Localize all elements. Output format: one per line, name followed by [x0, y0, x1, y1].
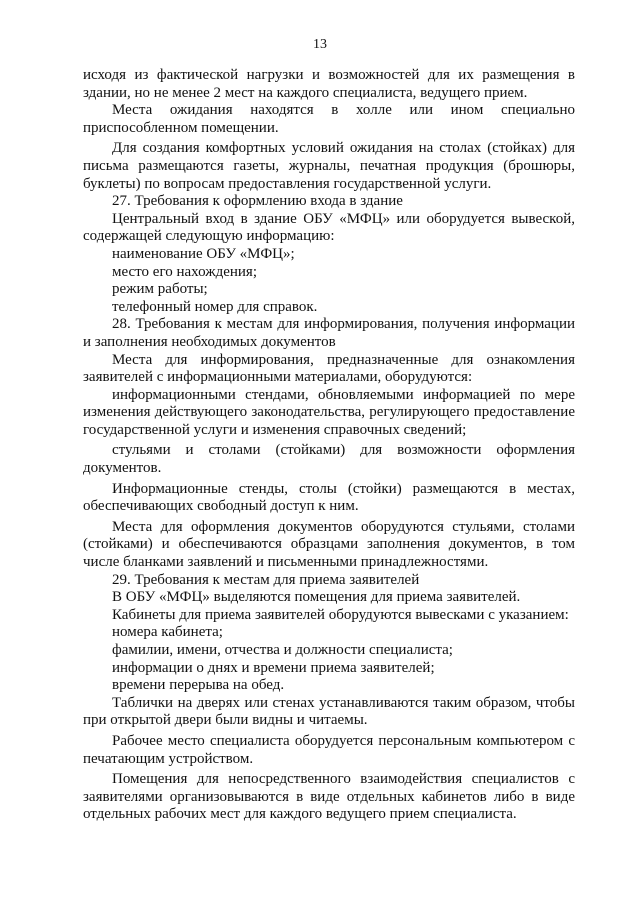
paragraph: В ОБУ «МФЦ» выделяются помещения для приема заявителей.: [112, 589, 521, 606]
list-item: наименование ОБУ «МФЦ»;: [112, 245, 295, 262]
section-heading: 29. Требования к местам для приема заявителей: [112, 571, 420, 588]
paragraph: Таблички на дверях или стенах устанавливаются таким образом, чтобы при открытой двери были видны и читаемы.: [83, 694, 575, 729]
page-number: 13: [313, 37, 327, 52]
list-item: номера кабинета;: [112, 624, 223, 641]
paragraph: Кабинеты для приема заявителей оборудуются вывесками с указанием:: [112, 606, 569, 623]
paragraph: Информационные стенды, столы (стойки) размещаются в местах, обеспечивающих свободный доступ к ним.: [83, 480, 575, 515]
list-item: режим работы;: [112, 281, 208, 298]
paragraph: исходя из фактической нагрузки и возможностей для их размещения в здании, но не менее 2 мест на каждого специалиста, ведущего прием.: [83, 67, 575, 101]
list-item: место его нахождения;: [112, 263, 257, 280]
paragraph: Центральный вход в здание ОБУ «МФЦ» или оборудуется вывеской, содержащей следующую информацию:: [83, 210, 575, 245]
paragraph: Помещения для непосредственного взаимодействия специалистов с заявителями организовываются в виде отдельных кабинетов либо в виде отдельных рабочих мест для каждого ведущего прием специалиста.: [83, 771, 575, 823]
paragraph: Рабочее место специалиста оборудуется персональным компьютером с печатающим устройством.: [83, 732, 575, 767]
paragraph: Для создания комфортных условий ожидания на столах (стойках) для письма размещаются газеты, журналы, печатная продукция (брошюры, буклеты) по вопросам предоставления государственной услуги.: [83, 140, 575, 192]
list-item: информации о днях и времени приема заявителей;: [112, 659, 435, 676]
list-item: информационными стендами, обновляемыми информацией по мере изменения действующего законодательства, регулирующего предоставление государственной услуги и изменения справочных сведений;: [83, 386, 575, 438]
list-item: фамилии, имени, отчества и должности специалиста;: [112, 642, 453, 658]
list-item: времени перерыва на обед.: [112, 677, 285, 694]
paragraph: Места ожидания находятся в холле или ином специально приспособленном помещении.: [83, 102, 575, 136]
paragraph: Места для оформления документов оборудуются стульями, столами (стойками) и обеспечиваются образцами заполнения документов, в том числе бланками заявлений и письменными принадлежностями.: [83, 518, 575, 571]
section-heading: 28. Требования к местам для информирования, получения информации и заполнения необходимых документов: [83, 316, 575, 350]
list-item: телефонный номер для справок.: [112, 298, 318, 315]
list-item: стульями и столами (стойками) для возможности оформления документов.: [83, 442, 575, 477]
paragraph: Места для информирования, предназначенные для ознакомления заявителей с информационными материалами, оборудуются:: [83, 351, 575, 386]
document-body: [83, 67, 575, 824]
section-heading: 27. Требования к оформлению входа в здание: [112, 193, 403, 210]
